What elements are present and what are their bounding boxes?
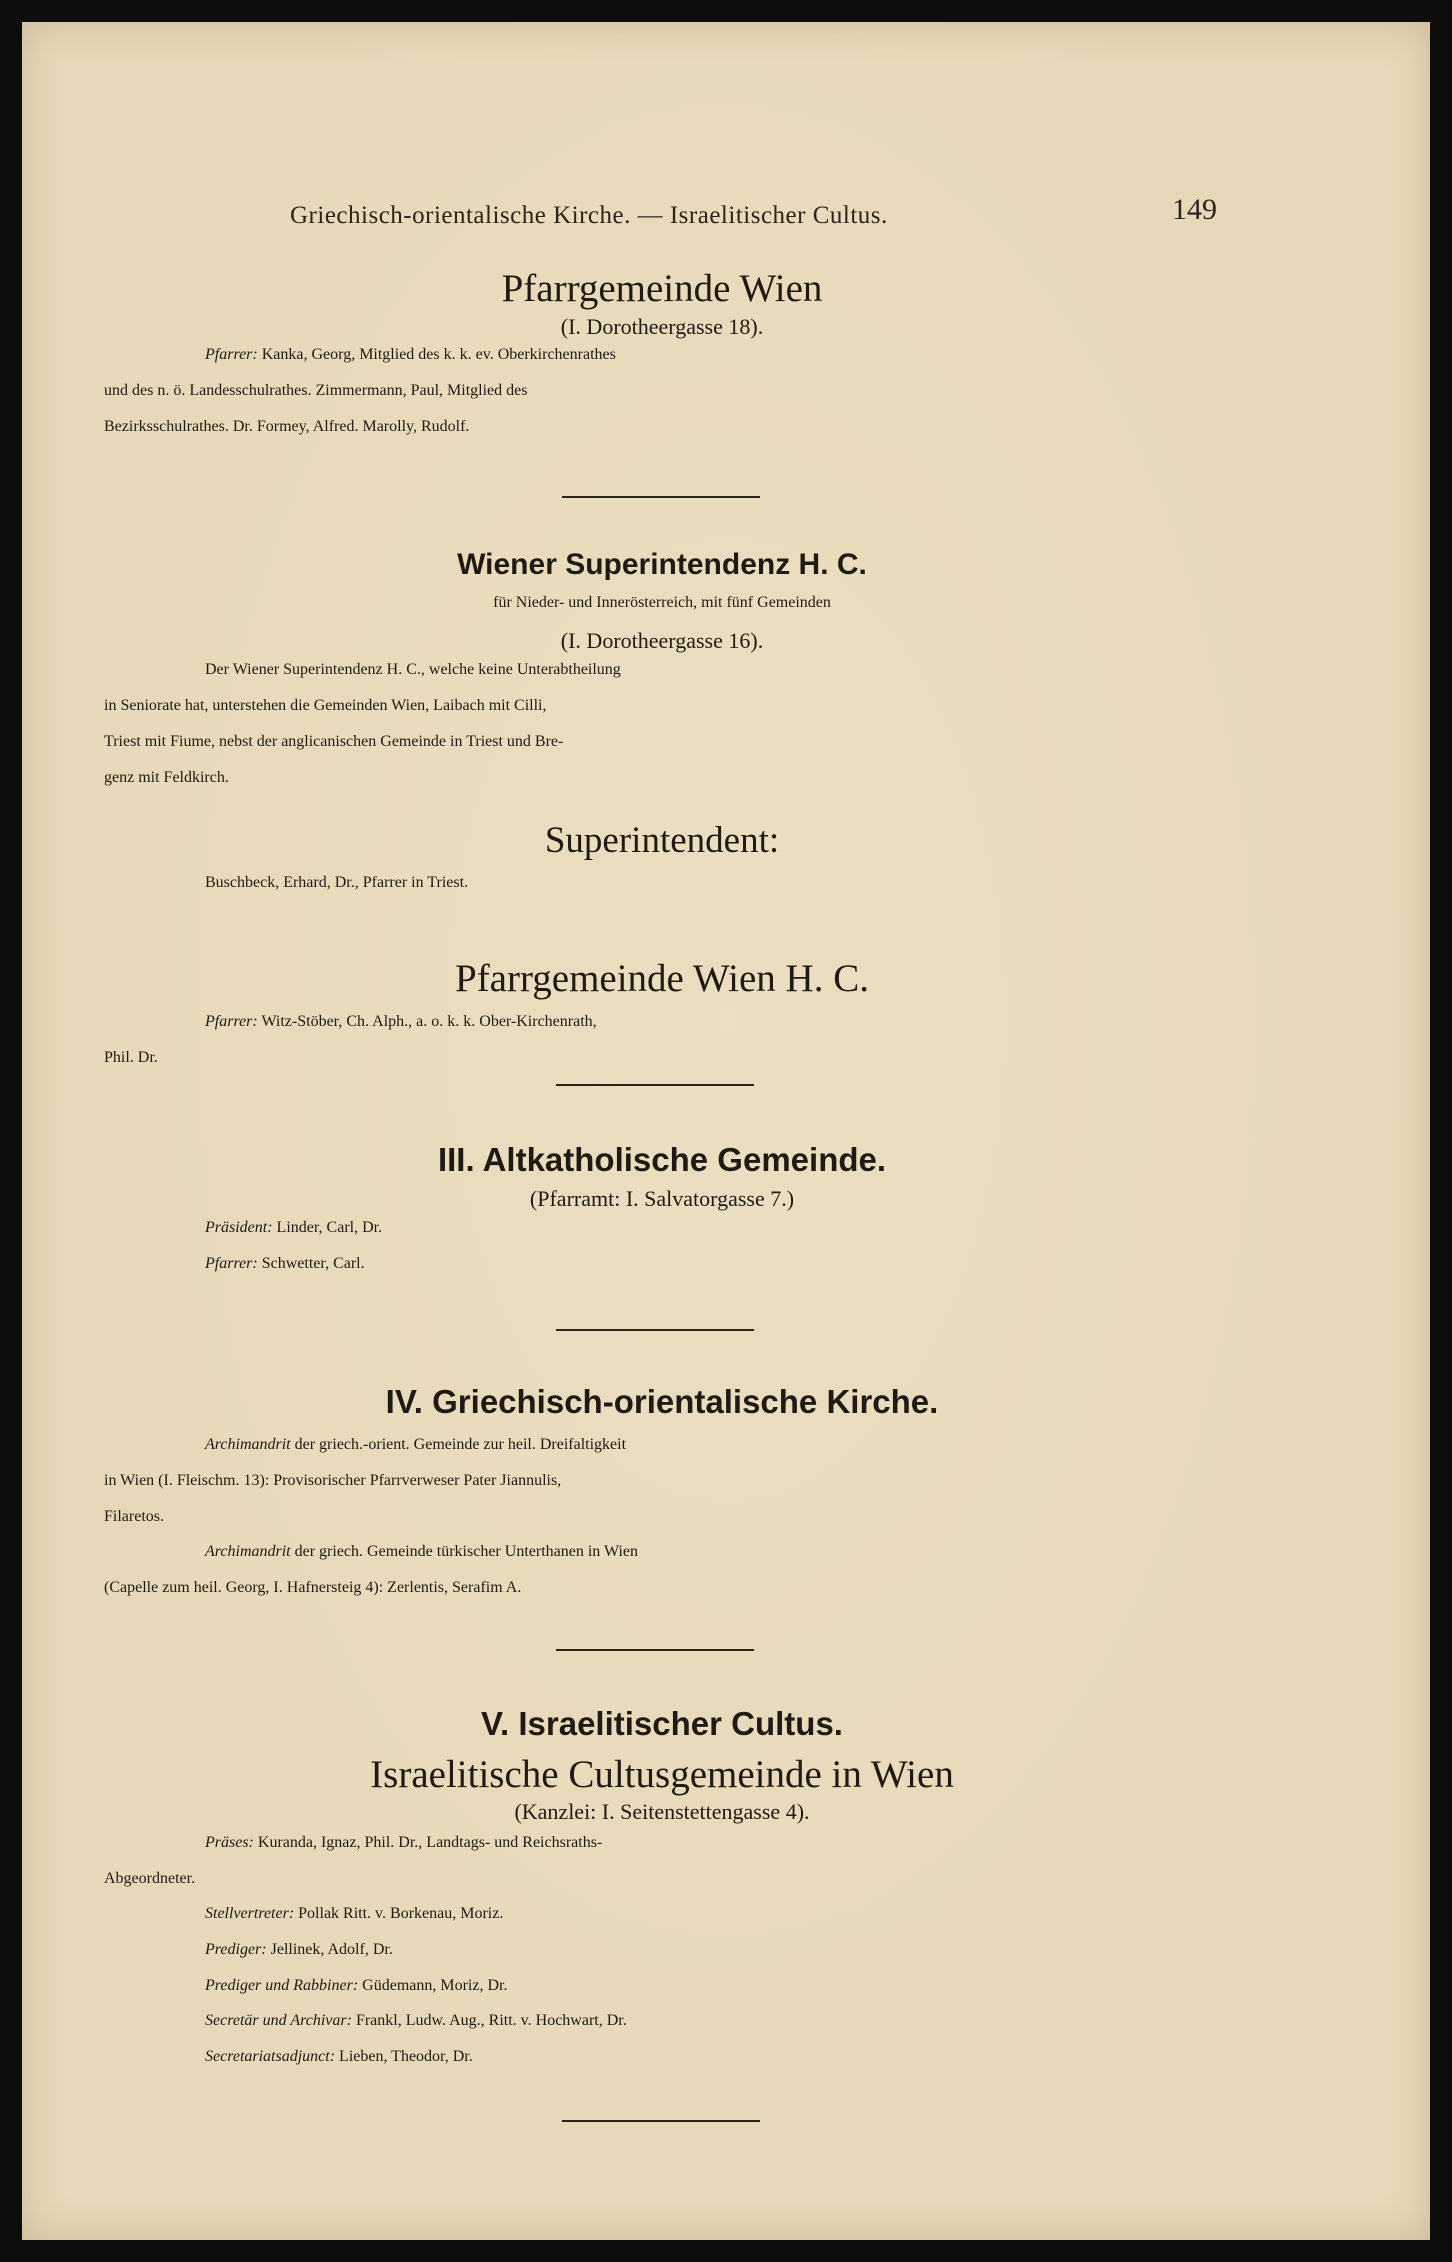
- divider: [556, 1649, 754, 1651]
- rabbiner-label: Prediger und Rabbiner:: [205, 1977, 359, 1994]
- praeses-line-2: Abgeordneter.: [104, 1870, 196, 1887]
- praesident-name: Linder, Carl, Dr.: [276, 1219, 383, 1236]
- divider: [556, 1084, 754, 1086]
- archimandrit-a-label: Archimandrit: [205, 1436, 291, 1453]
- divider: [556, 1329, 754, 1331]
- section-title-pfarrgemeinde-hc: Pfarrgemeinde Wien H. C.: [455, 957, 869, 1000]
- superintendenz-para-line-2: in Seniorate hat, unterstehen die Gemeinden Wien, Laibach mit Cilli,: [104, 697, 547, 714]
- archimandrit-b-line-1: [104, 1543, 1220, 1561]
- praesident-label: Präsident:: [205, 1219, 273, 1236]
- hc-pfarrer-label: Pfarrer:: [205, 1013, 258, 1030]
- section-title-altkatholisch: III. Altkatholische Gemeinde.: [437, 1141, 887, 1178]
- prediger-name: Jellinek, Adolf, Dr.: [270, 1941, 393, 1958]
- pfarrer-label: Pfarrer:: [205, 346, 258, 363]
- hc-pfarrer-line-1: [104, 1013, 1220, 1031]
- rabbiner-name: Güdemann, Moriz, Dr.: [362, 1977, 508, 1994]
- section-title-pfarrgemeinde-wien: Pfarrgemeinde Wien: [501, 267, 823, 310]
- altkath-pfarrer-name: Schwetter, Carl.: [261, 1255, 365, 1272]
- stellvertreter-label: Stellvertreter:: [205, 1905, 295, 1922]
- divider: [562, 2120, 760, 2122]
- adjunct-name: Lieben, Theodor, Dr.: [339, 2048, 473, 2065]
- secretaer-name: Frankl, Ludw. Aug., Ritt. v. Hochwart, Dr.: [355, 2012, 627, 2029]
- section-title-superintendenz: Wiener Superintendenz H. C.: [457, 548, 867, 581]
- address-seitenstettengasse: (Kanzlei: I. Seitenstettengasse 4).: [514, 1799, 810, 1824]
- secretaer-label: Secretär und Archivar:: [205, 2012, 352, 2029]
- rabbiner-line: [104, 1977, 1220, 1995]
- archimandrit-a-line-3: Filaretos.: [104, 1508, 164, 1525]
- pfarrer-line-2: und des n. ö. Landesschulrathes. Zimmermann, Paul, Mitglied des: [104, 382, 528, 399]
- prediger-label: Prediger:: [205, 1941, 267, 1958]
- page-number: 149: [1172, 193, 1217, 226]
- adjunct-label: Secretariatsadjunct:: [205, 2048, 336, 2065]
- divider: [562, 496, 760, 498]
- praeses-label: Präses:: [205, 1834, 254, 1851]
- section-title-griechisch: IV. Griechisch-orientalische Kirche.: [385, 1383, 939, 1420]
- section-title-israelitisch: V. Israelitischer Cultus.: [481, 1705, 843, 1742]
- secretaer-line: [104, 2012, 1220, 2030]
- prediger-line: [104, 1941, 1220, 1959]
- pfarrer-text: Kanka, Georg, Mitglied des k. k. ev. Oberkirchenrathes: [261, 346, 616, 363]
- praeses-line-1: [104, 1834, 1220, 1852]
- archimandrit-b-label: Archimandrit: [205, 1543, 291, 1560]
- israelitisch-subtitle: Israelitische Cultusgemeinde in Wien: [370, 1753, 954, 1796]
- altkath-pfarrer-label: Pfarrer:: [205, 1255, 258, 1272]
- superintendenz-para-line-1: Der Wiener Superintendenz H. C., welche keine Unterabtheilung: [205, 661, 621, 678]
- archimandrit-a-text: der griech.-orient. Gemeinde zur heil. Dreifaltigkeit: [294, 1436, 627, 1453]
- archimandrit-b-line-2: (Capelle zum heil. Georg, I. Hafnersteig 4): Zerlentis, Serafim A.: [104, 1579, 522, 1596]
- adjunct-line: [104, 2048, 1220, 2066]
- praesident-line: [104, 1219, 1220, 1237]
- address-dorotheergasse-18: (I. Dorotheergasse 18).: [560, 314, 764, 339]
- archimandrit-a-line-1: [104, 1436, 1220, 1454]
- pfarrer-line-1: [104, 346, 1220, 364]
- superintendent-heading: Superintendent:: [544, 820, 780, 861]
- address-dorotheergasse-16: (I. Dorotheergasse 16).: [560, 628, 764, 653]
- address-salvatorgasse: (Pfarramt: I. Salvatorgasse 7.): [529, 1186, 795, 1211]
- running-title: Griechisch-orientalische Kirche. — Israelitischer Cultus.: [290, 202, 888, 229]
- archimandrit-b-text: der griech. Gemeinde türkischer Unterthanen in Wien: [294, 1543, 638, 1560]
- superintendenz-para-line-4: genz mit Feldkirch.: [104, 769, 229, 786]
- praeses-text: Kuranda, Ignaz, Phil. Dr., Landtags- und Reichsraths-: [257, 1834, 603, 1851]
- stellvertreter-line: [104, 1905, 1220, 1923]
- altkath-pfarrer-line: [104, 1255, 1220, 1273]
- archimandrit-a-line-2: in Wien (I. Fleischm. 13): Provisorischer Pfarrverweser Pater Jiannulis,: [104, 1472, 562, 1489]
- stellvertreter-name: Pollak Ritt. v. Borkenau, Moriz.: [298, 1905, 504, 1922]
- superintendenz-subtitle: für Nieder- und Innerösterreich, mit fünf Gemeinden: [493, 594, 831, 611]
- superintendenz-para-line-3: Triest mit Fiume, nebst der anglicanischen Gemeinde in Triest und Bre-: [104, 733, 564, 750]
- hc-pfarrer-text: Witz-Stöber, Ch. Alph., a. o. k. k. Ober-Kirchenrath,: [261, 1013, 597, 1030]
- hc-pfarrer-line-2: Phil. Dr.: [104, 1049, 158, 1066]
- pfarrer-line-3: Bezirksschulrathes. Dr. Formey, Alfred. Marolly, Rudolf.: [104, 418, 470, 435]
- superintendent-name: Buschbeck, Erhard, Dr., Pfarrer in Triest.: [205, 874, 469, 891]
